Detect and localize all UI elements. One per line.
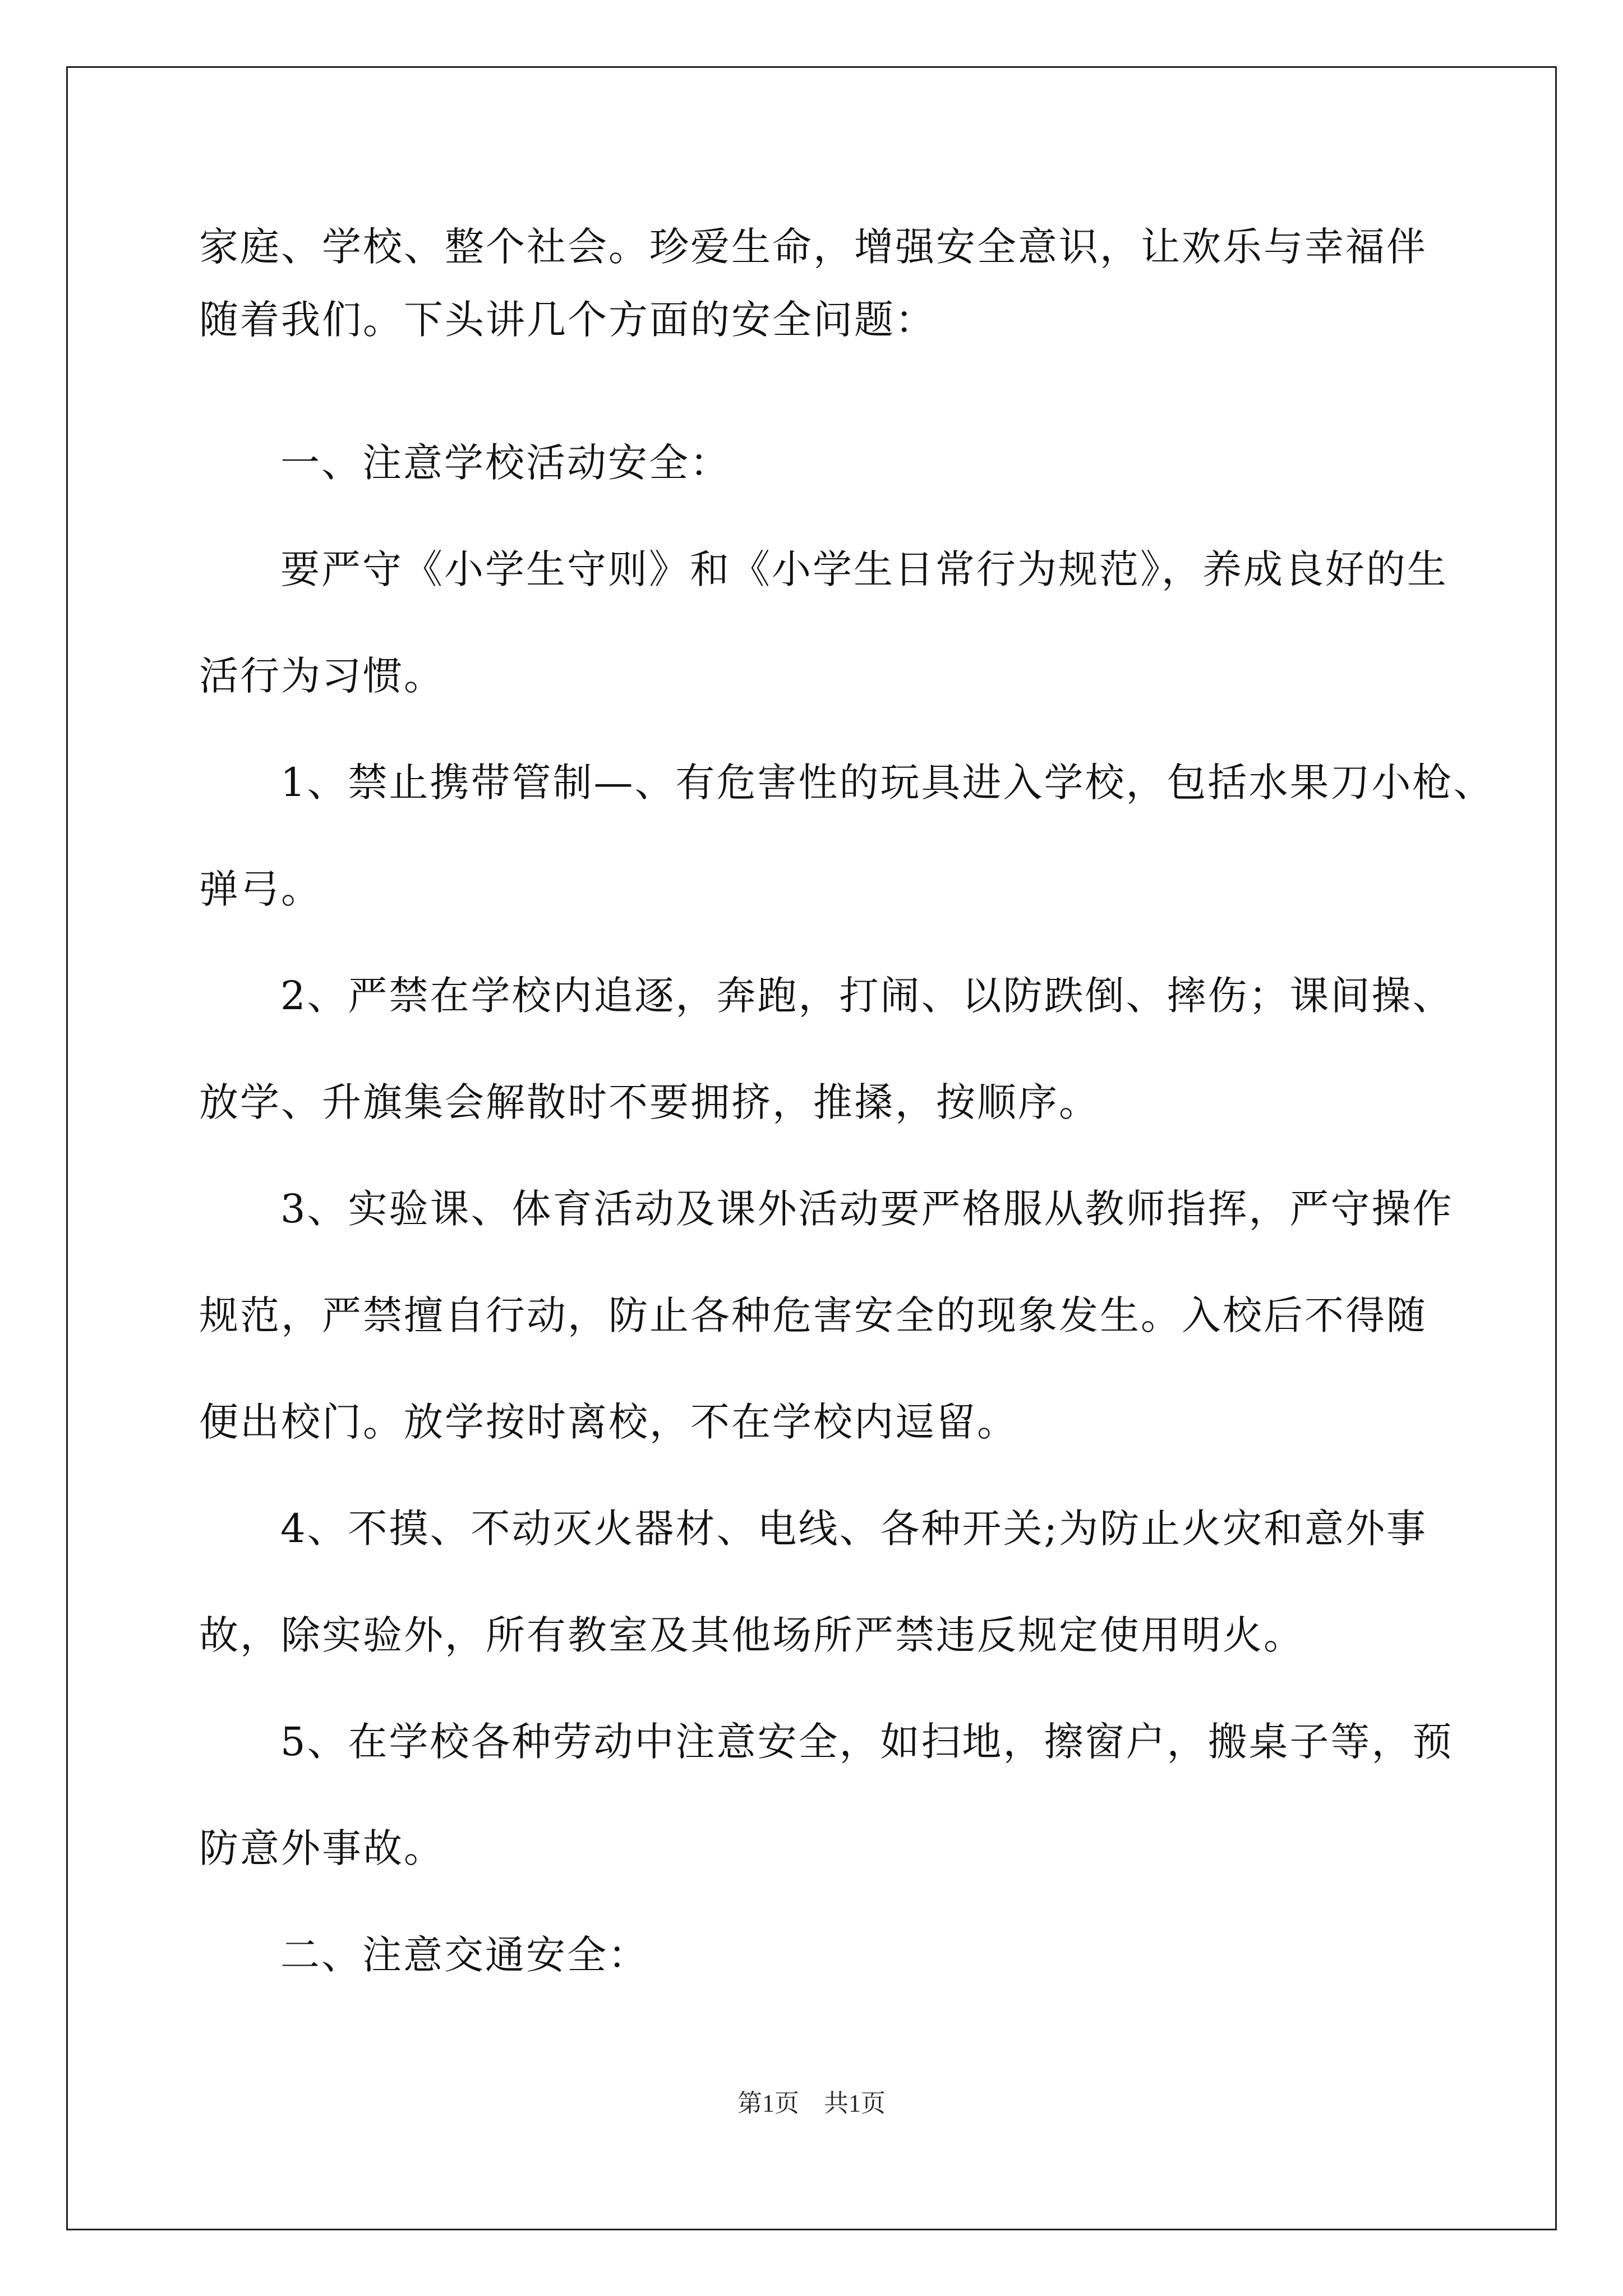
item-4-line-2: 故，除实验外，所有教室及其他场所严禁违反规定使用明火。 <box>199 1612 1304 1658</box>
paragraph-intro-line-1: 家庭、学校、整个社会。珍爱生命，增强安全意识，让欢乐与幸福伴 <box>199 224 1427 270</box>
section-heading-school-activity: 一、注意学校活动安全： <box>280 440 731 486</box>
item-1-line-2: 弹弓。 <box>199 866 322 912</box>
paragraph-rules-line-2: 活行为习惯。 <box>199 653 445 699</box>
paragraph-intro-line-2: 随着我们。下头讲几个方面的安全问题： <box>199 297 936 343</box>
item-3-line-2: 规范，严禁擅自行动，防止各种危害安全的现象发生。入校后不得随 <box>199 1292 1427 1338</box>
page-border <box>66 66 1557 2230</box>
page-footer: 第1页 共1页 <box>737 2090 886 2117</box>
item-2-line-1: 2、严禁在学校内追逐，奔跑，打闹、以防跌倒、摔伤；课间操、 <box>280 973 1454 1019</box>
item-1-line-1: 1、禁止携带管制—、有危害性的玩具进入学校，包括水果刀小枪、 <box>280 760 1495 806</box>
item-5-line-1: 5、在学校各种劳动中注意安全，如扫地，擦窗户，搬桌子等，预 <box>280 1719 1454 1765</box>
paragraph-rules-line-1: 要严守《小学生守则》和《小学生日常行为规范》，养成良好的生 <box>280 546 1448 592</box>
item-4-line-1: 4、不摸、不动灭火器材、电线、各种开关;为防止火灾和意外事 <box>280 1506 1428 1552</box>
item-5-line-2: 防意外事故。 <box>199 1825 445 1871</box>
item-3-line-1: 3、实验课、体育活动及课外活动要严格服从教师指挥，严守操作 <box>280 1186 1454 1232</box>
item-2-line-2: 放学、升旗集会解散时不要拥挤，推搡，按顺序。 <box>199 1079 1100 1125</box>
item-3-line-3: 便出校门。放学按时离校，不在学校内逗留。 <box>199 1399 1018 1445</box>
section-heading-traffic-safety: 二、注意交通安全： <box>280 1932 649 1978</box>
